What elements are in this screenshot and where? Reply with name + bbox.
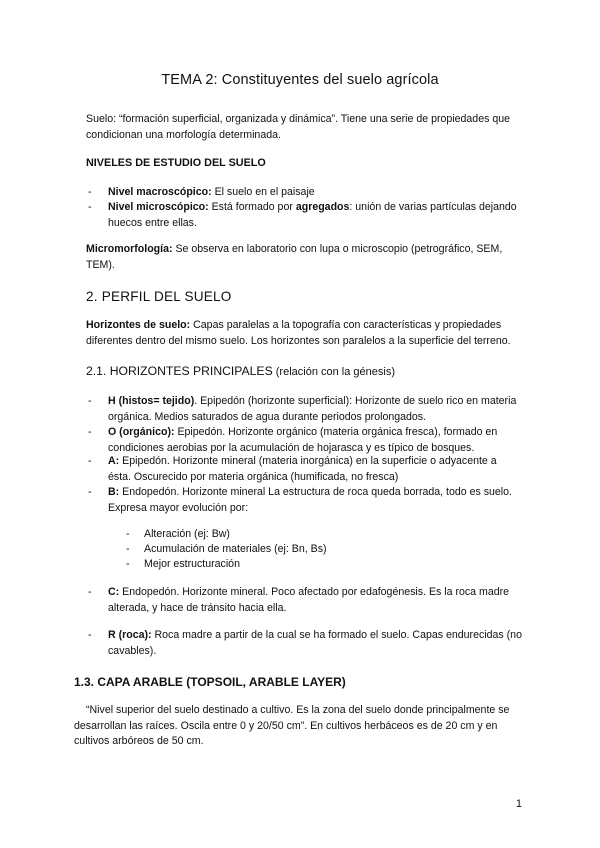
sub-item-text: Alteración (ej: Bw) (144, 528, 230, 540)
item-bold: C: (108, 586, 120, 598)
item-bold: A: (108, 455, 120, 467)
item-text: Epipedón. Horizonte orgánico (materia orgánica fresca), formado en condiciones aerobias por la acumulación de hojarasca y es típico de bosques. (108, 426, 498, 454)
micro-bold: Micromorfología: (86, 243, 173, 255)
micro-text: Se observa en laboratorio con lupa o microscopio (petrográfico, SEM, TEM). (86, 243, 503, 271)
item-bold2: agregados (295, 201, 350, 213)
section-heading-arable: 1.3. CAPA ARABLE (TOPSOIL, ARABLE LAYER) (74, 675, 346, 689)
arable-paragraph: “Nivel superior del suelo destinado a cultivo. Es la zona del suelo donde principalmente se desarrollan las raíces. Oscila entre 0 y 20/50 cm”. En cultivos herbáceos es de 20 cm y en cultivos arbóreos de 50 cm. (74, 704, 510, 747)
section-heading-perfil: 2. PERFIL DEL SUELO (86, 289, 232, 304)
item-text: Endopedón. Horizonte mineral La estructura de roca queda borrada, todo es suelo. Expresa mayor evolución por: (108, 486, 512, 514)
horiz-bold: Horizontes de suelo: (86, 319, 191, 331)
page-title: TEMA 2: Constituyentes del suelo agrícola (161, 72, 439, 88)
item-bold: R (roca): (108, 629, 152, 641)
principales-title: 2.1. HORIZONTES PRINCIPALES (86, 364, 273, 378)
item-bold: Nivel macroscópico: (108, 186, 212, 198)
sub-item-text: Mejor estructuración (144, 558, 240, 570)
item-text: . Epipedón (horizonte superficial): Horizonte de suelo rico en materia orgánica. Medios saturados de agua durante periodos prolongados. (108, 395, 517, 423)
item-text: Está formado por (208, 201, 296, 213)
item-text2: : unión de varias partículas dejando huecos entre ellas. (108, 201, 517, 229)
item-text: El suelo en el paisaje (211, 186, 315, 198)
horiz-text: Capas paralelas a la topografía con características y propiedades diferentes dentro del mismo suelo. Los horizontes son paralelos a la superficie del terreno. (86, 319, 511, 347)
item-bold: O (orgánico): (108, 426, 175, 438)
item-text: Roca madre a partir de la cual se ha formado el suelo. Capas endurecidas (no cavables). (108, 629, 522, 657)
item-bold: Nivel microscópico: (108, 201, 209, 213)
sub-item-text: Acumulación de materiales (ej: Bn, Bs) (144, 543, 327, 555)
item-text: Epipedón. Horizonte mineral (materia inorgánica) en la superficie o adyacente a ésta. Oscurecido por materia orgánica (humificada, no fresca) (108, 455, 497, 483)
page-number: 1 (515, 798, 522, 810)
item-bold: H (histos= tejido) (108, 395, 195, 407)
intro-paragraph: Suelo: “formación superficial, organizada y dinámica”. Tiene una serie de propiedades que condicionan una morfología determinada. (86, 113, 510, 141)
horizontes-paragraph (86, 318, 522, 349)
niveles-heading: NIVELES DE ESTUDIO DEL SUELO (86, 157, 266, 169)
micromorfologia-paragraph (86, 242, 522, 273)
item-bold: B: (108, 486, 120, 498)
item-text: Endopedón. Horizonte mineral. Poco afectado por edafogénesis. Es la roca madre alterada, y hace de tránsito hacia ella. (108, 586, 510, 614)
section-heading-principales (86, 364, 395, 378)
principales-note: (relación con la génesis) (272, 366, 395, 378)
